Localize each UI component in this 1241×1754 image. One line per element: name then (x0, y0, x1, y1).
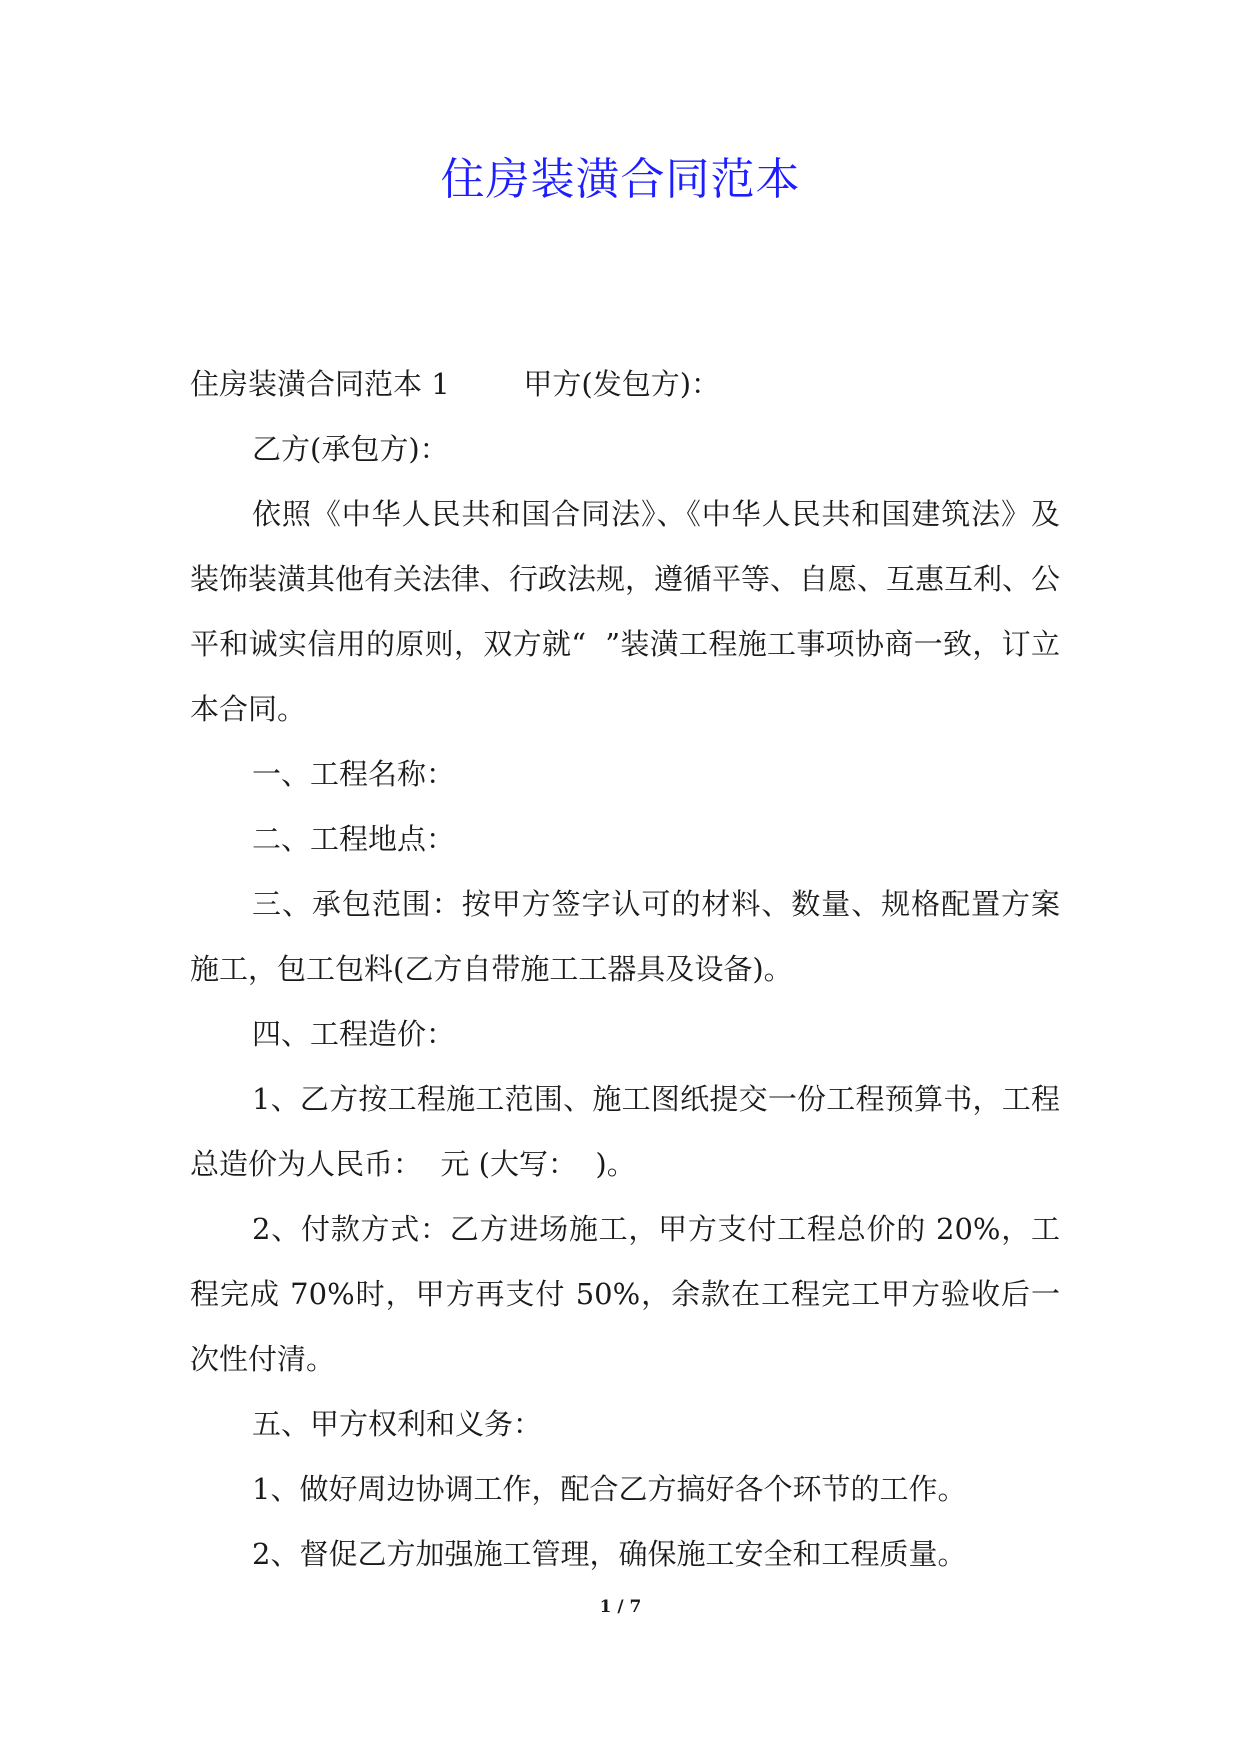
body-paragraph: 住房装潢合同范本 1 甲方(发包方)： (190, 367, 721, 401)
body-paragraph: 乙方(承包方)： (252, 432, 449, 466)
body-paragraph: 三、承包范围：按甲方签字认可的材料、数量、规格配置方案施工，包工包料(乙方自带施工工器具及设备)。 (190, 887, 1060, 986)
body-paragraph: 1、乙方按工程施工范围、施工图纸提交一份工程预算书，工程总造价为人民币： 元 (大写： )。 (190, 1082, 1060, 1181)
body-paragraph: 1、做好周边协调工作，配合乙方搞好各个环节的工作。 (252, 1472, 967, 1506)
body-paragraph: 2、督促乙方加强施工管理，确保施工安全和工程质量。 (252, 1537, 967, 1571)
body-paragraph: 依照《中华人民共和国合同法》、《中华人民共和国建筑法》及装饰装潢其他有关法律、行政法规，遵循平等、自愿、互惠互利、公平和诚实信用的原则，双方就“ ”装潢工程施工事项协商一致，订立本合同。 (190, 497, 1061, 726)
body-paragraph: 2、付款方式：乙方进场施工，甲方支付工程总价的 20%，工程完成 70%时，甲方再支付 50%，余款在工程完工甲方验收后一次性付清。 (190, 1212, 1060, 1376)
body-paragraph: 一、工程名称： (252, 757, 456, 791)
body-paragraph: 二、工程地点： (252, 822, 456, 856)
body-paragraph: 四、工程造价： (252, 1017, 456, 1051)
body-paragraph: 五、甲方权利和义务： (252, 1407, 543, 1441)
document-title: 住房装潢合同范本 (440, 154, 801, 205)
document-body (190, 352, 1060, 1587)
page-number: 1 / 7 (599, 1597, 642, 1617)
